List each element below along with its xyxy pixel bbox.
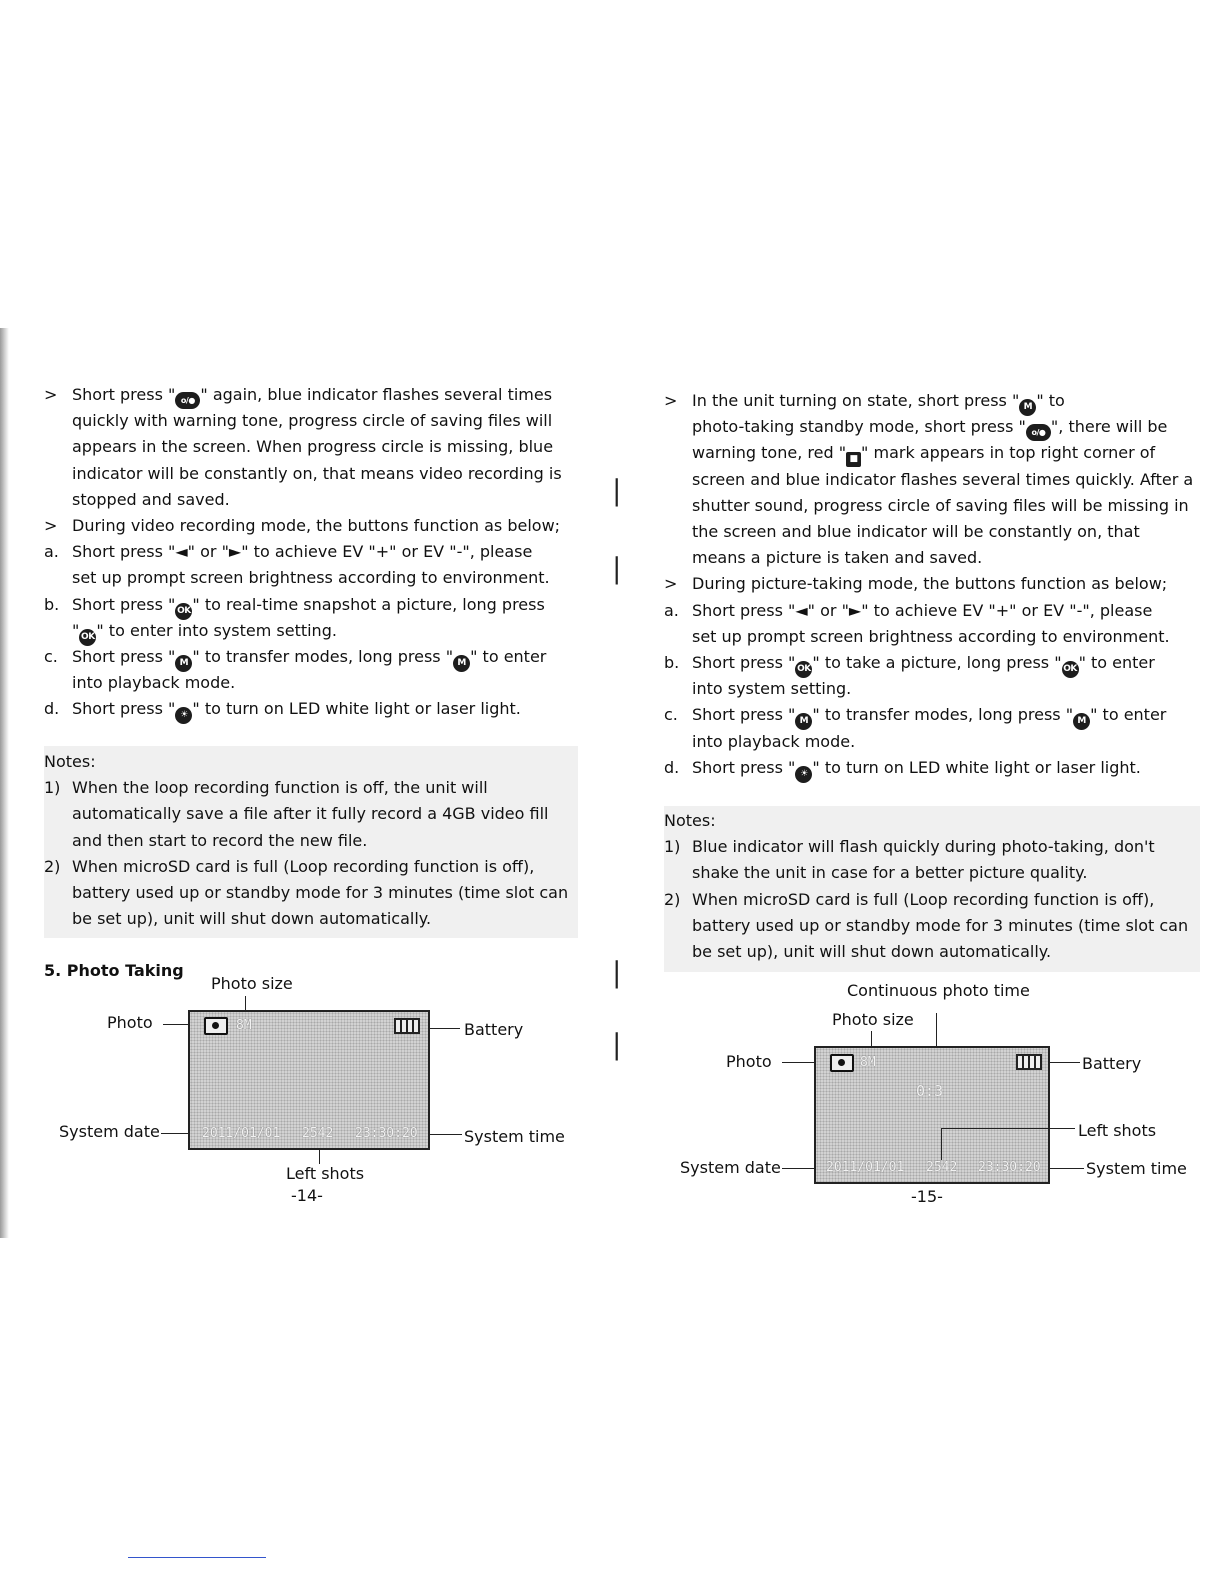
text-segment: battery used up or standby mode for 3 minutes (time slot can [72, 883, 569, 902]
text-line [44, 464, 562, 484]
camera-screen [814, 1046, 1050, 1184]
text-line [44, 411, 552, 431]
text-segment: screen and blue indicator flashes several times quickly. After a [692, 469, 1194, 489]
m-icon: M [795, 713, 812, 730]
m-icon: M [1073, 713, 1090, 730]
text-segment: photo-taking standby mode, short press " [692, 417, 1026, 437]
text-segment: " to turn on LED white light or laser light. [812, 757, 1141, 777]
text-segment: " to enter [1078, 653, 1155, 672]
label-left-shots: Left shots [1078, 1121, 1157, 1140]
leader-line [941, 1128, 1075, 1129]
text-line [664, 837, 1155, 857]
text-line [44, 568, 550, 588]
text-segment: " to turn on LED white light or laser light. [192, 699, 521, 719]
book-binding-shadow [0, 328, 9, 1238]
leader-line [428, 1028, 460, 1029]
text-segment: Short press " [72, 594, 176, 614]
text-segment: " to take a picture, long press " [812, 653, 1062, 672]
text-line [44, 595, 545, 620]
text-line [664, 916, 1188, 936]
text-segment: the screen and blue indicator will be constantly on, that [692, 522, 1140, 541]
text-segment: warning tone, red " [692, 443, 847, 463]
text-segment: When microSD card is full (Loop recording function is off), [692, 889, 1155, 909]
text-line [44, 490, 230, 510]
text-segment: " mark appears in top right corner of [861, 443, 1156, 463]
text-segment: " [72, 620, 80, 640]
screen-date: 2011/01/01 [826, 1160, 905, 1175]
leader-line [161, 1133, 189, 1134]
text-segment: During picture-taking mode, the buttons function as below; [692, 574, 1168, 594]
text-segment: into playback mode. [72, 673, 236, 693]
screen-date: 2011/01/01 [202, 1126, 281, 1141]
rec-icon: o/● [1026, 424, 1051, 441]
leader-line [1048, 1062, 1080, 1063]
screen-continuous-time: 0:3 [916, 1082, 944, 1100]
text-segment: set up prompt screen brightness according to environment. [72, 568, 550, 588]
text-line [44, 516, 560, 536]
text-line [664, 942, 1051, 962]
camera-icon [830, 1054, 854, 1072]
label-photo: Photo [726, 1052, 772, 1071]
text-line [44, 673, 235, 693]
text-segment: set up prompt screen brightness according to environment. [692, 626, 1170, 646]
text-segment: be set up), unit will shut down automatically. [72, 909, 432, 929]
camera-screen [188, 1010, 430, 1150]
leader-line [1048, 1168, 1084, 1169]
list-marker: c. [44, 647, 58, 666]
list-marker: d. [664, 757, 680, 777]
text-line [664, 417, 1167, 441]
text-line [664, 574, 1167, 594]
light-icon: ☀ [175, 707, 192, 724]
text-line [664, 890, 1154, 910]
text-line [664, 811, 716, 831]
text-line [664, 732, 855, 752]
text-segment: shutter sound, progress circle of saving files will be missing in [692, 495, 1189, 515]
text-line [664, 391, 1065, 416]
leader-line [941, 1128, 942, 1160]
ok-icon: OK [79, 629, 96, 646]
text-line [44, 804, 549, 824]
text-segment: appears in the screen. When progress circle is missing, blue [72, 437, 554, 457]
label-system-time: System time [464, 1127, 565, 1146]
list-marker: b. [44, 594, 60, 614]
label-system-date: System date [680, 1158, 781, 1177]
list-marker: c. [664, 705, 678, 725]
list-marker: 1) [44, 778, 61, 798]
label-photo: Photo [107, 1013, 153, 1032]
text-segment: During video recording mode, the buttons function as below; [72, 516, 561, 535]
leader-line [428, 1134, 462, 1135]
battery-icon [1016, 1054, 1042, 1070]
text-line [44, 883, 568, 903]
text-segment: " to enter [1090, 705, 1167, 725]
text-segment: Notes: [44, 752, 96, 771]
text-line [44, 831, 367, 851]
text-segment: When the loop recording function is off, the unit will [72, 778, 488, 798]
text-line [44, 621, 337, 646]
text-segment: Short press "◄" or "►" to achieve EV "+" or EV "-", please [692, 600, 1153, 620]
light-icon: ☀ [795, 766, 812, 783]
label-continuous-photo-time: Continuous photo time [847, 981, 1030, 1000]
text-segment: " to real-time snapshot a picture, long press [192, 594, 545, 614]
battery-icon [394, 1018, 420, 1034]
text-line [664, 496, 1189, 516]
text-line [664, 679, 851, 699]
text-line [44, 699, 521, 724]
text-line [664, 653, 1155, 678]
text-segment: shake the unit in case for a better picture quality. [692, 863, 1088, 883]
text-line [44, 909, 431, 929]
label-left-shots: Left shots [286, 1164, 365, 1183]
text-segment: Short press " [692, 653, 796, 672]
list-marker: d. [44, 699, 60, 719]
text-segment: Short press " [692, 705, 796, 725]
cam-icon: ■ [846, 452, 861, 467]
text-line [664, 627, 1170, 647]
text-line [664, 548, 982, 568]
text-segment: Short press " [72, 699, 176, 719]
text-segment: into system setting. [692, 679, 852, 699]
section-title: 5. Photo Taking [44, 961, 184, 980]
scan-edge-line [128, 1557, 266, 1558]
text-line [44, 752, 96, 772]
screen-time: 23:30:20 [355, 1126, 418, 1141]
list-marker: 2) [664, 889, 681, 909]
list-marker: a. [44, 542, 59, 562]
leader-line [871, 1031, 872, 1047]
text-line [44, 778, 488, 798]
list-marker: 2) [44, 856, 61, 876]
label-battery: Battery [464, 1020, 524, 1039]
label-battery: Battery [1082, 1054, 1142, 1073]
text-line [664, 443, 1155, 467]
list-marker: > [664, 574, 678, 594]
camera-icon [204, 1017, 228, 1035]
list-marker: > [44, 516, 58, 535]
text-segment: " to enter into system setting. [96, 620, 337, 640]
page-number-right: -15- [911, 1187, 943, 1206]
text-line [44, 647, 546, 672]
scan-mark: | [612, 1028, 622, 1061]
text-line [664, 758, 1141, 783]
text-line [44, 437, 553, 457]
text-segment: battery used up or standby mode for 3 minutes (time slot can [692, 915, 1189, 935]
screen-photo-size: 8M [236, 1018, 252, 1033]
text-segment: means a picture is taken and saved. [692, 548, 983, 568]
scan-mark: | [612, 474, 622, 507]
scan-mark: | [612, 552, 622, 585]
label-photo-size: Photo size [211, 974, 293, 993]
text-segment: " to [1036, 391, 1065, 410]
text-line [44, 542, 532, 562]
text-line [664, 601, 1152, 621]
text-segment: " to enter [470, 647, 547, 666]
text-segment: and then start to record the new file. [72, 830, 368, 850]
text-segment: Short press " [692, 757, 796, 777]
leader-line [782, 1168, 814, 1169]
label-photo-size: Photo size [832, 1010, 914, 1029]
screen-photo-size: 8M [860, 1055, 876, 1070]
text-segment: automatically save a file after it fully record a 4GB video fill [72, 804, 549, 824]
text-segment: into playback mode. [692, 731, 856, 751]
text-segment: Short press "◄" or "►" to achieve EV "+" or EV "-", please [72, 542, 533, 562]
text-segment: ", there will be [1050, 417, 1168, 437]
text-segment: Notes: [664, 811, 716, 830]
scan-mark: | [612, 956, 622, 989]
list-marker: 1) [664, 837, 681, 857]
ok-icon: OK [175, 603, 192, 620]
text-line [664, 863, 1087, 883]
text-segment: indicator will be constantly on, that means video recording is [72, 463, 562, 483]
rec-icon: o/● [175, 392, 200, 409]
text-segment: Short press " [72, 385, 176, 404]
text-segment: stopped and saved. [72, 489, 230, 509]
text-line [44, 857, 534, 877]
text-line [44, 385, 552, 409]
leader-line [782, 1062, 816, 1063]
m-icon: M [1019, 399, 1036, 416]
text-segment: " again, blue indicator flashes several times [200, 385, 553, 404]
ok-icon: OK [1062, 661, 1079, 678]
m-icon: M [453, 655, 470, 672]
label-system-time: System time [1086, 1159, 1187, 1178]
text-segment: be set up), unit will shut down automatically. [692, 942, 1052, 961]
text-segment: When microSD card is full (Loop recording function is off), [72, 856, 535, 876]
text-segment: " to transfer modes, long press " [812, 705, 1074, 725]
text-segment: quickly with warning tone, progress circle of saving files will [72, 411, 553, 431]
page-number-left: -14- [291, 1186, 323, 1205]
leader-line [319, 1148, 320, 1164]
text-segment: Blue indicator will flash quickly during photo-taking, don't [692, 837, 1155, 857]
label-system-date: System date [59, 1122, 160, 1141]
text-segment: In the unit turning on state, short press " [692, 391, 1020, 410]
text-line [664, 470, 1193, 490]
list-marker: b. [664, 653, 680, 672]
text-segment: " to transfer modes, long press " [192, 647, 454, 666]
screen-shots: 2542 [926, 1160, 958, 1175]
text-line [664, 705, 1166, 730]
screen-time: 23:30:20 [978, 1160, 1041, 1175]
screen-shots: 2542 [302, 1126, 334, 1141]
list-marker: > [664, 391, 678, 410]
text-line [664, 522, 1140, 542]
list-marker: > [44, 385, 58, 404]
text-segment: Short press " [72, 647, 176, 666]
list-marker: a. [664, 600, 679, 620]
m-icon: M [175, 655, 192, 672]
ok-icon: OK [795, 661, 812, 678]
